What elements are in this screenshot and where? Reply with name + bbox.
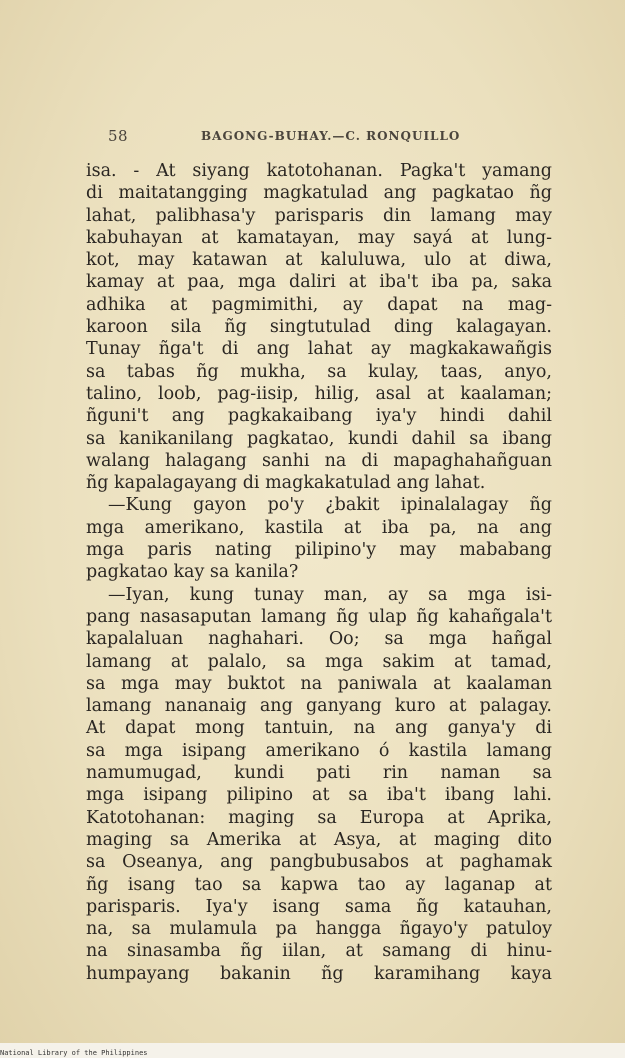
text-line: —Kung gayon po'y ¿bakit ipinalalagay ñg [108, 495, 552, 516]
text-line: parisparis. Iya'y isang sama ñg katauhan, [86, 896, 552, 917]
text-line: sa mga isipang amerikano ó kastila lamang [86, 740, 552, 761]
text-line: sa Oseanya, ang pangbubusabos at paghamak [86, 852, 552, 873]
text-line: karoon sila ñg singtutulad ding kalagayan. [86, 317, 552, 338]
text-line: pang nasasaputan lamang ñg ulap ñg kahañgala't [86, 606, 552, 627]
text-line: kot, may katawan at kaluluwa, ulo at diwa, [86, 250, 552, 271]
text-line: kabuhayan at kamatayan, may sayá at lung- [86, 227, 552, 248]
page-header [108, 127, 488, 147]
text-line: sa mga may buktot na paniwala at kaalaman [86, 673, 552, 694]
text-line: At dapat mong tantuin, na ang ganya'y di [86, 718, 552, 739]
text-line: isa. - At siyang katotohanan. Pagka't yamang [86, 161, 552, 181]
text-line: lamang at palalo, sa mga sakim at tamad, [86, 651, 552, 672]
text-line: Katotohanan: maging sa Europa at Aprika, [86, 807, 552, 828]
text-line: mga paris nating pilipino'y may mababang [86, 540, 552, 561]
text-line: lahat, palibhasa'y parisparis din lamang may [86, 205, 552, 226]
text-line: na, sa mulamula pa hangga ñgayo'y patuloy [86, 919, 552, 940]
library-credit: National Library of the Philippines [0, 1049, 148, 1057]
page-number: 58 [108, 127, 129, 145]
text-line: humpayang bakanin ñg karamihang kaya [86, 963, 552, 984]
text-line: di maitatangging magkatulad ang pagkatao ñg [86, 183, 552, 204]
text-line: mga amerikano, kastila at iba pa, na ang [86, 517, 552, 538]
text-line: ñg isang tao sa kapwa tao ay laganap at [86, 874, 552, 895]
body-text [86, 160, 552, 985]
text-line: ñguni't ang pagkakaibang iya'y hindi dahil [86, 406, 552, 427]
text-line: Tunay ñga't di ang lahat ay magkakawañgis [86, 339, 552, 360]
text-line: pagkatao kay sa kanila? [86, 562, 299, 583]
text-line: lamang nananaig ang ganyang kuro at palagay. [86, 696, 552, 717]
text-line: —Iyan, kung tunay man, ay sa mga isi- [108, 584, 552, 605]
text-line: sa tabas ñg mukha, sa kulay, taas, anyo, [86, 361, 552, 382]
text-line: mga isipang pilipino at sa iba't ibang lahi. [86, 785, 552, 806]
text-line: ñg kapalagayang di magkakatulad ang lahat. [86, 473, 486, 494]
text-line: walang halagang sanhi na di mapaghahañguan [86, 450, 552, 471]
text-line: na sinasamba ñg iilan, at samang di hinu- [86, 941, 552, 962]
text-line: kamay at paa, mga daliri at iba't iba pa, saka [86, 272, 552, 293]
text-line: talino, loob, pag-iisip, hilig, asal at kaalaman; [86, 383, 552, 404]
text-line: maging sa Amerika at Asya, at maging dito [86, 829, 552, 850]
text-line: kapalaluan naghahari. Oo; sa mga hañgal [86, 629, 552, 650]
text-line: namumugad, kundi pati rin naman sa [86, 763, 552, 784]
running-title: BAGONG-BUHAY.—C. RONQUILLO [201, 129, 461, 143]
text-line: sa kanikanilang pagkatao, kundi dahil sa ibang [86, 428, 552, 449]
text-line: adhika at pagmimithi, ay dapat na mag- [86, 294, 552, 315]
